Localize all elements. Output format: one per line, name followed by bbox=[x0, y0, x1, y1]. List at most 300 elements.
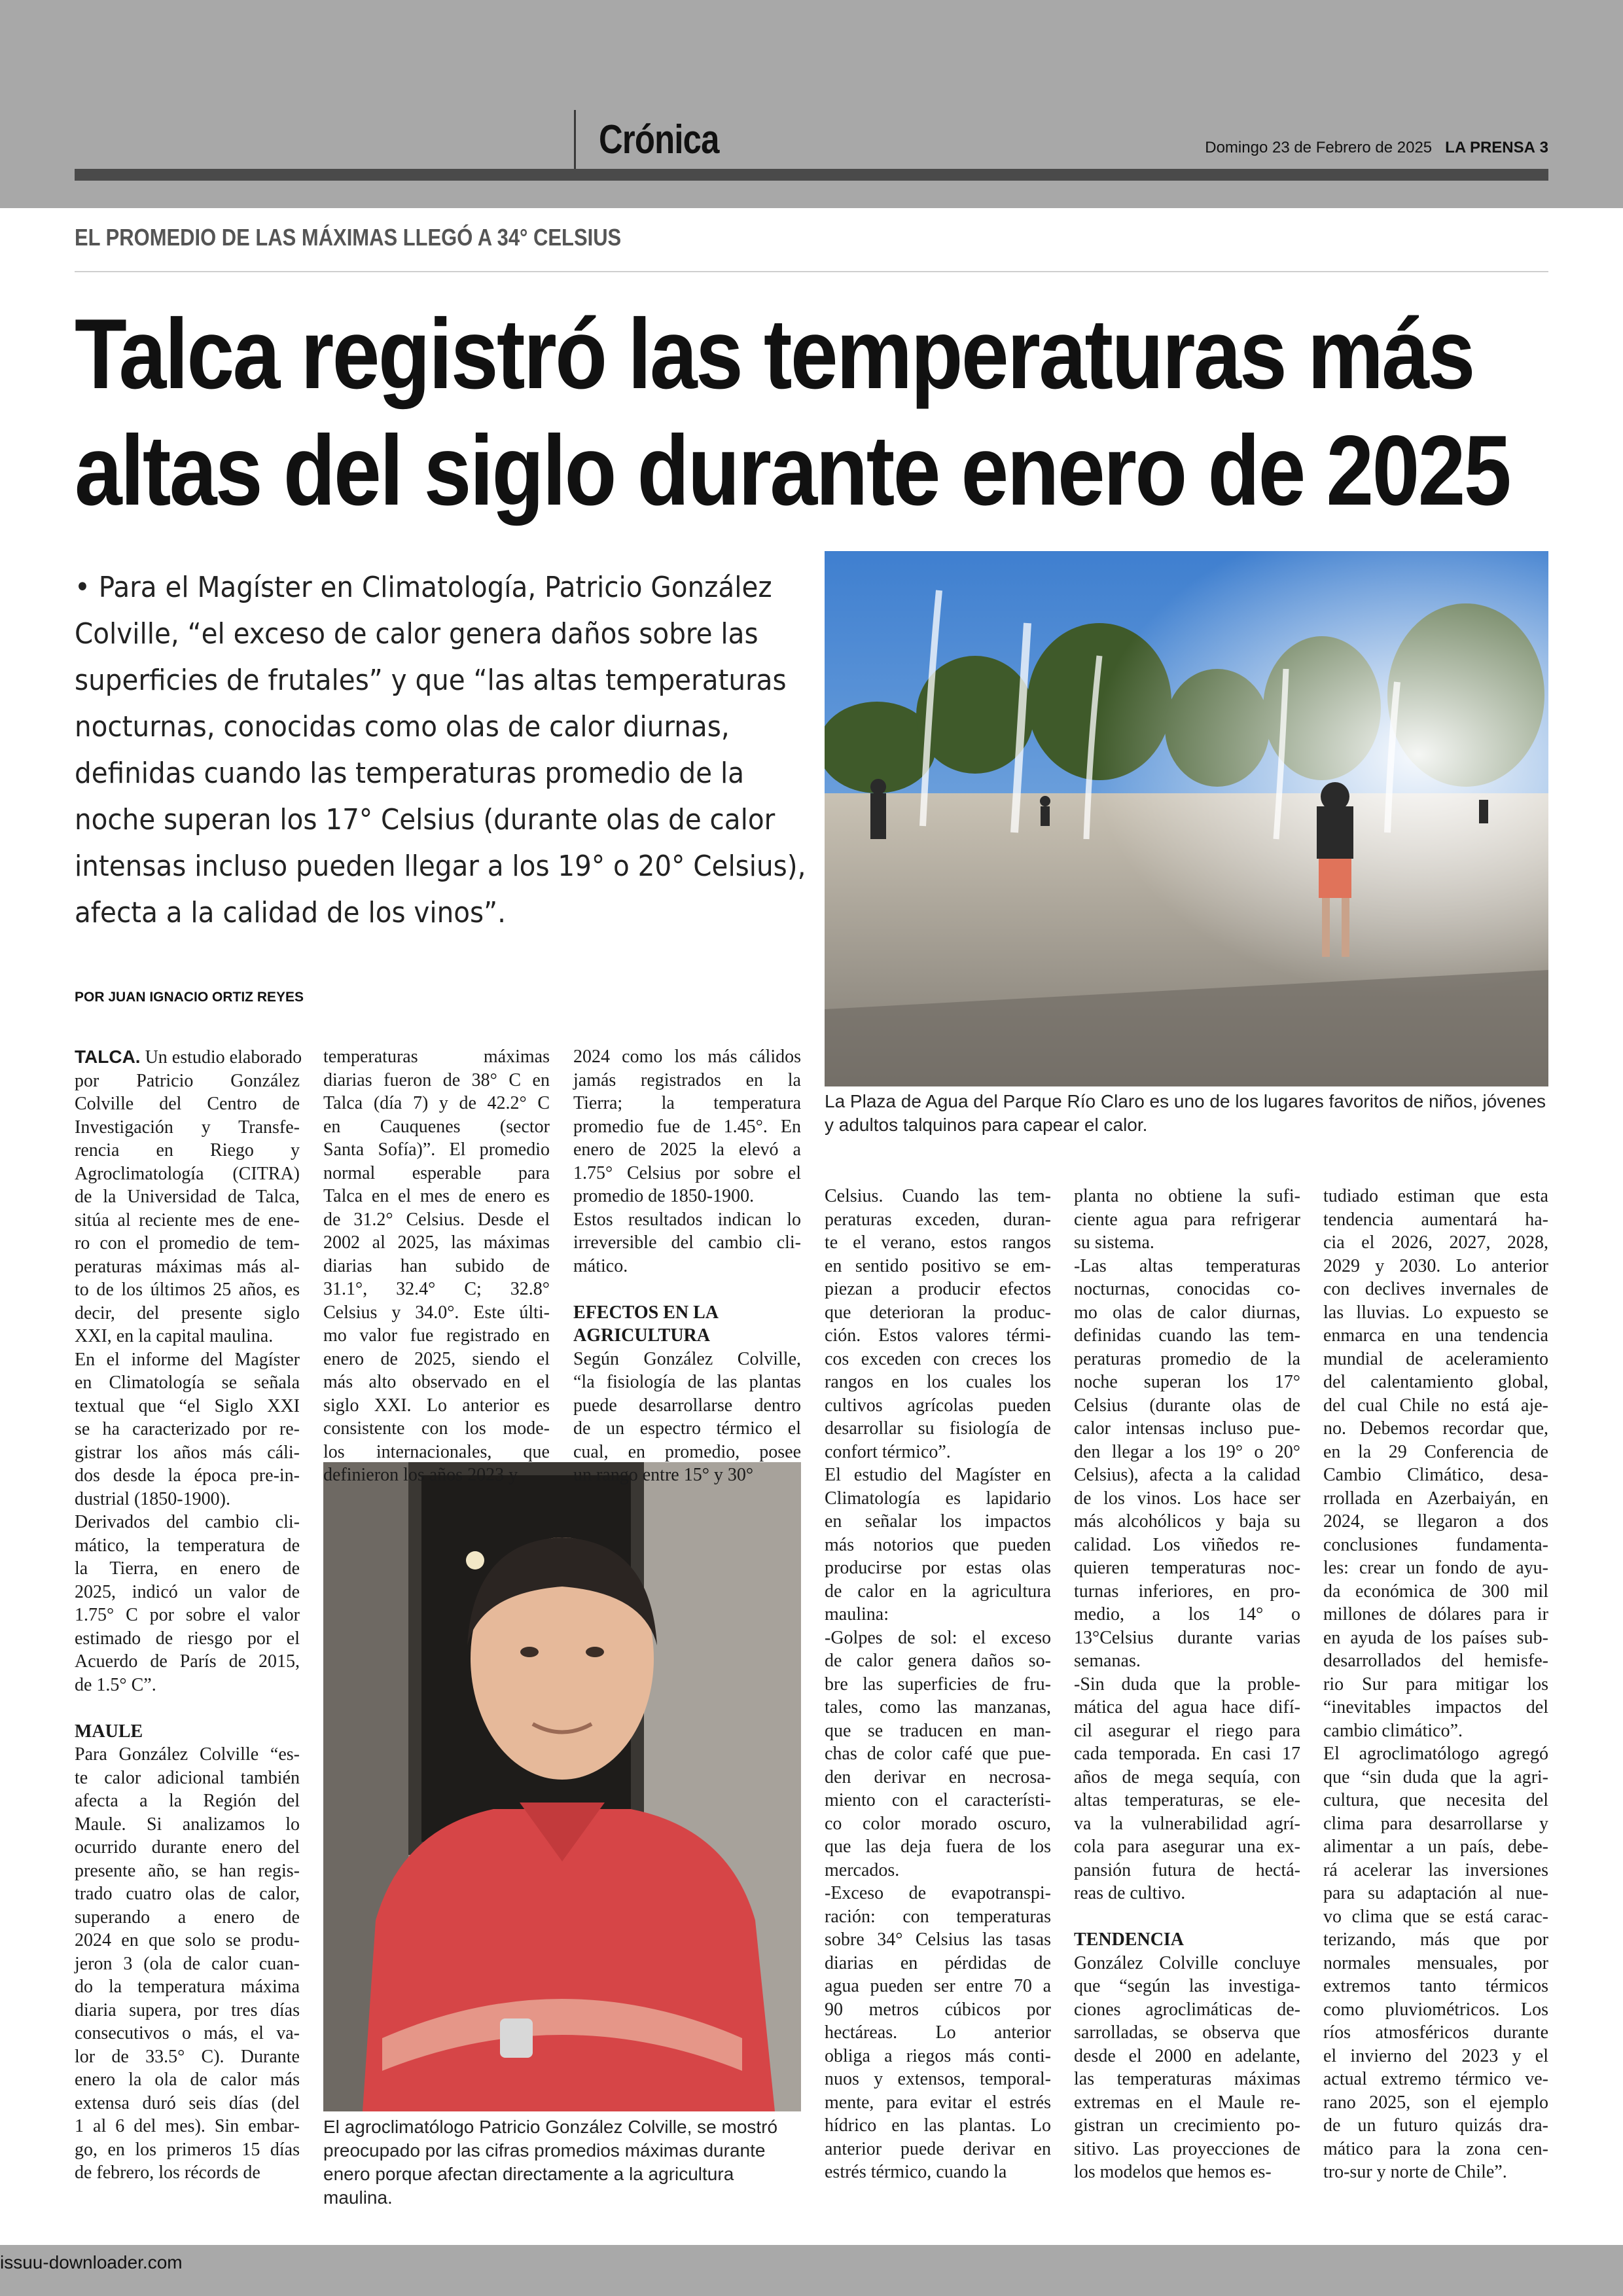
body-text: diarias fueron de 38° C en bbox=[323, 1069, 550, 1090]
body-text: ciente agua para refrigerar bbox=[1074, 1209, 1300, 1230]
body-text: cola para asegurar una ex- bbox=[1074, 1837, 1300, 1857]
body-text: superando a enero de bbox=[75, 1907, 300, 1928]
body-text: El estudio del Magíster en bbox=[825, 1465, 1051, 1485]
body-line bbox=[75, 2161, 300, 2185]
body-line bbox=[1323, 2068, 1548, 2091]
body-line bbox=[75, 2092, 300, 2115]
body-text: diarias en pérdidas de bbox=[825, 1952, 1051, 1973]
section-subhead bbox=[1074, 1928, 1300, 1952]
body-line bbox=[825, 1394, 1051, 1418]
header-info bbox=[1205, 139, 1548, 157]
body-text: obliga a riegos más conti- bbox=[825, 2045, 1051, 2066]
body-text: alimentar a un país, debe- bbox=[1323, 1837, 1548, 1857]
body-text: en Cauquenes (sector bbox=[323, 1116, 550, 1137]
body-text: de la Universidad de Talca, bbox=[75, 1187, 300, 1207]
body-text: trado cuatro olas de calor, bbox=[75, 1884, 300, 1904]
body-text: noche superan los 17° bbox=[1074, 1372, 1300, 1392]
body-line bbox=[825, 2138, 1051, 2161]
body-line bbox=[1074, 1952, 1300, 1975]
body-text: 13°Celsius durante varias bbox=[1074, 1627, 1300, 1648]
body-line bbox=[825, 1882, 1051, 1905]
body-text: gistrar los años más cáli- bbox=[75, 1442, 300, 1463]
body-text: en Climatología se señala bbox=[75, 1372, 300, 1393]
body-text: hectáreas. Lo anterior bbox=[825, 2022, 1051, 2043]
body-line bbox=[323, 1231, 550, 1255]
body-text: jeron 3 (ola de calor cuan- bbox=[75, 1953, 300, 1974]
body-line bbox=[1323, 1441, 1548, 1464]
body-line bbox=[75, 1511, 300, 1534]
body-text: producirse por estas olas bbox=[825, 1558, 1051, 1578]
body-line bbox=[573, 1092, 801, 1115]
lead-line: intensas incluso pueden llegar a los 19° o 20° Celsius), bbox=[75, 850, 806, 883]
body-text: den derivar en necrosa- bbox=[825, 1767, 1051, 1787]
body-line bbox=[1074, 1394, 1300, 1418]
body-text: mundial de aceleramiento bbox=[1323, 1348, 1548, 1369]
body-line bbox=[75, 1464, 300, 1488]
body-text: den llegar a los 19° o 20° bbox=[1074, 1441, 1300, 1462]
body-text: te calor adicional también bbox=[75, 1767, 300, 1788]
watermark-text: issuu-downloader.com bbox=[0, 2252, 183, 2272]
body-text: los internacionales, que bbox=[323, 1441, 550, 1462]
body-text: las temperaturas máximas bbox=[1074, 2069, 1300, 2089]
body-line bbox=[1074, 1441, 1300, 1464]
body-line bbox=[323, 1115, 550, 1139]
body-line bbox=[1323, 1789, 1548, 1812]
body-line bbox=[1323, 1882, 1548, 1905]
body-text: 2025, indicó un valor de bbox=[75, 1581, 300, 1602]
body-line bbox=[825, 1673, 1051, 1696]
body-line bbox=[1323, 1649, 1548, 1673]
body-text: de calor en la agricultura bbox=[825, 1581, 1051, 1602]
body-line bbox=[75, 1162, 300, 1186]
body-line bbox=[75, 1325, 300, 1348]
body-line bbox=[75, 1185, 300, 1209]
body-text: extremas en el Maule re- bbox=[1074, 2092, 1300, 2113]
body-text: que deterioran la produc- bbox=[825, 1302, 1051, 1323]
body-line bbox=[75, 1627, 300, 1651]
body-line bbox=[1074, 1231, 1300, 1255]
body-text: en señalar los impactos bbox=[825, 1511, 1051, 1532]
body-line bbox=[573, 1185, 801, 1208]
body-text: Celsius y 34.0°. Este últi- bbox=[323, 1302, 550, 1323]
body-text: puede desarrollarse dentro bbox=[573, 1395, 801, 1416]
body-line bbox=[825, 1510, 1051, 1534]
body-line bbox=[75, 2138, 300, 2162]
body-text: que se traducen en man- bbox=[825, 1720, 1051, 1741]
body-line bbox=[1074, 1742, 1300, 1766]
body-text: -Exceso de evapotranspi- bbox=[825, 1883, 1051, 1903]
body-text: sobre 34° Celsius las tasas bbox=[825, 1929, 1051, 1950]
body-line bbox=[825, 1812, 1051, 1836]
body-text: tales, como las manzanas, bbox=[825, 1697, 1051, 1717]
body-line bbox=[1323, 1510, 1548, 1534]
body-text: va la vulnerabilidad agrí- bbox=[1074, 1813, 1300, 1834]
body-text: normal esperable para bbox=[323, 1162, 550, 1183]
body-line bbox=[1074, 1766, 1300, 1789]
body-line bbox=[825, 1231, 1051, 1255]
header-rule bbox=[75, 169, 1548, 181]
body-text: reas de cultivo. bbox=[1074, 1883, 1186, 1903]
body-line bbox=[1323, 1835, 1548, 1859]
body-line bbox=[1074, 1998, 1300, 2022]
body-text: peraturas promedio de la bbox=[1074, 1348, 1300, 1369]
body-text: millones de dólares para ir bbox=[1323, 1604, 1548, 1624]
body-line bbox=[1323, 1534, 1548, 1557]
body-line bbox=[1074, 1975, 1300, 1998]
body-line bbox=[75, 1557, 300, 1581]
body-text: rá acelerar las inversiones bbox=[1323, 1859, 1548, 1880]
body-line bbox=[573, 1441, 801, 1464]
body-line bbox=[1323, 1603, 1548, 1626]
body-text: textual que “el Siglo XXI bbox=[75, 1395, 300, 1416]
body-text: pansión futura de hectá- bbox=[1074, 1859, 1300, 1880]
body-line bbox=[573, 1045, 801, 1069]
body-line bbox=[825, 2161, 1051, 2184]
body-text: años de mega sequía, con bbox=[1074, 1767, 1300, 1787]
body-text: de calor genera daños so- bbox=[825, 1651, 1051, 1671]
body-line bbox=[573, 1069, 801, 1092]
body-text: rangos en los cuales los bbox=[825, 1372, 1051, 1392]
body-line bbox=[1074, 1696, 1300, 1719]
body-line bbox=[1323, 1952, 1548, 1975]
body-text: sitúa al reciente mes de ene- bbox=[75, 1210, 300, 1230]
body-line bbox=[75, 1743, 300, 1767]
body-line bbox=[75, 1906, 300, 1929]
body-text: para su adaptación al nue- bbox=[1323, 1883, 1548, 1903]
body-text: cada temporada. En casi 17 bbox=[1074, 1744, 1300, 1764]
body-text: planta no obtiene la sufi- bbox=[1074, 1186, 1300, 1206]
body-line bbox=[75, 1045, 300, 1069]
body-text: agua pueden ser entre 70 a bbox=[825, 1976, 1051, 1996]
body-line bbox=[1323, 1208, 1548, 1232]
body-text: en ayuda de los países sub- bbox=[1323, 1627, 1548, 1648]
body-text: se ha caracterizado por re- bbox=[75, 1419, 300, 1439]
body-line bbox=[1323, 1719, 1548, 1743]
body-line bbox=[323, 1045, 550, 1069]
body-text: Maule. Si analizamos lo bbox=[75, 1814, 300, 1835]
body-text: Colville del Centro de bbox=[75, 1094, 300, 1114]
body-line bbox=[1323, 1231, 1548, 1255]
body-line bbox=[323, 1417, 550, 1441]
body-text: 31.1°, 32.4° C; 32.8° bbox=[323, 1279, 550, 1299]
body-text: diarias han subido de bbox=[323, 1255, 550, 1276]
body-line bbox=[825, 1580, 1051, 1604]
dateline: TALCA. bbox=[75, 1047, 141, 1067]
body-line bbox=[825, 2091, 1051, 2115]
body-text: consistente con los mode- bbox=[323, 1418, 550, 1439]
body-line bbox=[1323, 1394, 1548, 1418]
body-line bbox=[573, 1371, 801, 1394]
body-text: do la temperatura máxima bbox=[75, 1977, 300, 1997]
body-text: mática del agua hace difí- bbox=[1074, 1697, 1300, 1717]
body-line bbox=[323, 1138, 550, 1162]
lead-line: definidas cuando las temperaturas promedio de la bbox=[75, 757, 745, 790]
body-text: MAULE bbox=[75, 1721, 143, 1742]
body-line bbox=[75, 1813, 300, 1837]
body-line bbox=[75, 1441, 300, 1465]
body-line bbox=[75, 1975, 300, 1999]
body-line bbox=[75, 1929, 300, 1952]
body-line bbox=[323, 1255, 550, 1278]
body-text: que las deja fuera de los bbox=[825, 1837, 1051, 1857]
body-line bbox=[825, 1905, 1051, 1929]
lead-line: nocturnas, conocidas como olas de calor diurnas, bbox=[75, 710, 730, 744]
body-text: temperaturas máximas bbox=[323, 1047, 550, 1067]
body-text: no. Debemos recordar que, bbox=[1323, 1418, 1548, 1439]
body-line bbox=[75, 1488, 300, 1511]
body-line bbox=[1323, 1255, 1548, 1278]
section-subhead bbox=[573, 1301, 801, 1325]
paragraph-gap bbox=[573, 1278, 801, 1301]
body-text: desde el 2000 en adelante, bbox=[1074, 2045, 1300, 2066]
portrait-photo-caption: El agroclimatólogo Patricio González Colville, se mostró preocupado por las cifras promedios máximas durante enero porque afectan directamente a la agricultura maulina. bbox=[323, 2117, 778, 2208]
body-text: ración: con temperaturas bbox=[825, 1906, 1051, 1927]
body-line bbox=[1323, 2138, 1548, 2161]
plaza-photo-caption: La Plaza de Agua del Parque Río Claro es uno de los lugares favoritos de niños, jóvenes y adultos talquinos para capear el calor. bbox=[825, 1091, 1546, 1135]
body-line bbox=[825, 1441, 1051, 1464]
body-line bbox=[573, 1463, 801, 1487]
body-line bbox=[1074, 1348, 1300, 1371]
body-text: “la fisiología de las plantas bbox=[573, 1372, 801, 1392]
body-text: ro con el promedio de tem- bbox=[75, 1233, 300, 1253]
body-text: definieron los años 2023 y bbox=[323, 1465, 518, 1485]
body-text: medio, a los 14° o bbox=[1074, 1604, 1300, 1624]
body-text: que “según las investiga- bbox=[1074, 1976, 1300, 1996]
body-text: mo olas de calor diurnas, bbox=[1074, 1302, 1300, 1323]
body-text: -Las altas temperaturas bbox=[1074, 1255, 1300, 1276]
body-text: en sentido positivo se em- bbox=[825, 1255, 1051, 1276]
body-text: ríos atmosféricos durante bbox=[1323, 2022, 1548, 2043]
body-line bbox=[573, 1138, 801, 1162]
lead-line: noche superan los 17° Celsius (durante olas de calor bbox=[75, 803, 776, 836]
body-line bbox=[1074, 1812, 1300, 1836]
body-line bbox=[75, 1395, 300, 1418]
body-line bbox=[75, 1116, 300, 1139]
body-line bbox=[825, 1278, 1051, 1301]
body-line bbox=[75, 1069, 300, 1093]
body-line bbox=[1074, 1719, 1300, 1743]
body-text: rencia en Riego y bbox=[75, 1140, 300, 1160]
page-number: 3 bbox=[1539, 139, 1548, 156]
body-text: peraturas exceden, duran- bbox=[825, 1209, 1051, 1230]
body-text: un rango entre 15° y 30° bbox=[573, 1465, 754, 1485]
body-text: miento con el característi- bbox=[825, 1790, 1051, 1810]
body-line bbox=[323, 1441, 550, 1464]
body-line bbox=[1323, 1348, 1548, 1371]
body-line bbox=[1074, 2161, 1300, 2184]
body-line bbox=[825, 1463, 1051, 1487]
body-line bbox=[75, 1209, 300, 1232]
body-text: extensa duró seis días (del bbox=[75, 2092, 300, 2113]
body-text: ocurrido durante enero del bbox=[75, 1837, 300, 1857]
body-text: presente año, se han regis- bbox=[75, 1860, 300, 1881]
body-text: ciones agroclimáticas de- bbox=[1074, 1999, 1300, 2020]
body-line bbox=[323, 1301, 550, 1325]
body-text: de un futuro quizás dra- bbox=[1323, 2115, 1548, 2136]
body-text: nuos y extensos, temporal- bbox=[825, 2069, 1051, 2089]
body-text: cambio climático”. bbox=[1323, 1720, 1463, 1741]
body-text: de un espectro térmico el bbox=[573, 1418, 801, 1439]
body-text: de febrero, los récords de bbox=[75, 2162, 260, 2183]
body-line bbox=[1074, 1463, 1300, 1487]
body-line bbox=[825, 1952, 1051, 1975]
body-text: co color morado oscuro, bbox=[825, 1813, 1051, 1834]
body-line bbox=[1323, 1487, 1548, 1511]
body-text: XXI, en la capital maulina. bbox=[75, 1326, 274, 1346]
body-text: desarrollar su fisiología de bbox=[825, 1418, 1051, 1439]
body-line bbox=[825, 1255, 1051, 1278]
body-line bbox=[825, 1487, 1051, 1511]
body-line bbox=[1074, 1649, 1300, 1673]
body-line bbox=[1074, 1556, 1300, 1580]
body-text: cultivos agrícolas pueden bbox=[825, 1395, 1051, 1416]
body-line bbox=[825, 1603, 1051, 1626]
body-text: desarrollados del hemisfe- bbox=[1323, 1651, 1548, 1671]
body-line bbox=[1074, 2114, 1300, 2138]
body-text: vo clima que se está carac- bbox=[1323, 1906, 1548, 1927]
body-text: mercados. bbox=[825, 1859, 900, 1880]
body-line bbox=[1074, 1859, 1300, 1882]
body-line bbox=[1074, 1417, 1300, 1441]
body-text: da económica de 300 mil bbox=[1323, 1581, 1548, 1602]
body-line bbox=[825, 2068, 1051, 2091]
body-line bbox=[1323, 1998, 1548, 2022]
page-footer bbox=[0, 2245, 1623, 2296]
body-line bbox=[75, 1418, 300, 1441]
body-line bbox=[323, 1463, 550, 1487]
body-text: Celsius), afecta a la calidad bbox=[1074, 1465, 1300, 1485]
body-text: terizando, más que por bbox=[1323, 1929, 1548, 1950]
body-line bbox=[1323, 1905, 1548, 1929]
body-text: cos exceden con creces los bbox=[825, 1348, 1051, 1369]
body-line bbox=[323, 1162, 550, 1185]
body-text: la Tierra, en enero de bbox=[75, 1558, 300, 1579]
body-text: hídrico en las plantas. Lo bbox=[825, 2115, 1051, 2136]
body-line bbox=[1074, 1580, 1300, 1604]
body-text: definidas cuando las tem- bbox=[1074, 1325, 1300, 1346]
byline: POR JUAN IGNACIO ORTIZ REYES bbox=[75, 990, 304, 1005]
header-divider bbox=[574, 110, 576, 170]
body-text: del calentamiento global, bbox=[1323, 1372, 1548, 1392]
body-text: Estos resultados indican lo bbox=[573, 1209, 801, 1230]
body-text: turnas inferiores, en pro- bbox=[1074, 1581, 1300, 1602]
body-text: Para González Colville “es- bbox=[75, 1744, 300, 1765]
body-line bbox=[825, 1208, 1051, 1232]
body-line bbox=[573, 1255, 801, 1278]
body-text: cual, en promedio, posee bbox=[573, 1441, 801, 1462]
body-line bbox=[1323, 1371, 1548, 1394]
body-line bbox=[1074, 1534, 1300, 1557]
body-text: Talca en el mes de enero es bbox=[323, 1186, 550, 1206]
body-text: afecta a la Región del bbox=[75, 1791, 300, 1811]
body-line bbox=[1074, 2091, 1300, 2115]
body-line bbox=[75, 1092, 300, 1116]
body-column-6 bbox=[1323, 1185, 1548, 2184]
body-text: como pluviométricos. Los bbox=[1323, 1999, 1548, 2020]
lead-paragraph bbox=[75, 564, 806, 936]
body-line bbox=[75, 1581, 300, 1604]
body-text: el invierno del 2023 y el bbox=[1323, 2045, 1548, 2066]
body-text: 2029 y 2030. Lo anterior bbox=[1323, 1255, 1548, 1276]
body-text: lor de 33.5° C). Durante bbox=[75, 2046, 300, 2067]
body-line bbox=[825, 2045, 1051, 2068]
body-text: “inevitables impactos del bbox=[1323, 1697, 1548, 1717]
body-text: rio Sur para mitigar los bbox=[1323, 1674, 1548, 1695]
body-text: El agroclimatólogo agregó bbox=[1323, 1744, 1548, 1764]
body-line bbox=[75, 1139, 300, 1162]
newspaper-name: LA PRENSA bbox=[1445, 139, 1535, 156]
body-line bbox=[323, 1394, 550, 1418]
body-line bbox=[573, 1208, 801, 1232]
body-line bbox=[75, 2022, 300, 2045]
body-text: actual extremo térmico ve- bbox=[1323, 2069, 1548, 2089]
body-line bbox=[1323, 1766, 1548, 1789]
body-line bbox=[1074, 1278, 1300, 1301]
body-line bbox=[75, 1882, 300, 1906]
body-text: -Golpes de sol: el exceso bbox=[825, 1627, 1051, 1648]
body-line bbox=[825, 1719, 1051, 1743]
body-line bbox=[1074, 1603, 1300, 1626]
body-line bbox=[1323, 1278, 1548, 1301]
body-text: Celsius. Cuando las tem- bbox=[825, 1186, 1051, 1206]
body-text: enmarca en una tendencia bbox=[1323, 1325, 1548, 1346]
body-text: semanas. bbox=[1074, 1651, 1141, 1671]
body-line bbox=[75, 1789, 300, 1813]
body-text: su sistema. bbox=[1074, 1232, 1154, 1253]
body-line bbox=[75, 1999, 300, 2022]
body-line bbox=[1074, 1208, 1300, 1232]
body-line bbox=[825, 1696, 1051, 1719]
body-text: tendencia aumentará ha- bbox=[1323, 1209, 1548, 1230]
body-line bbox=[825, 2021, 1051, 2045]
section-subhead bbox=[573, 1324, 801, 1348]
body-line bbox=[825, 1766, 1051, 1789]
body-text: González Colville concluye bbox=[1074, 1952, 1300, 1973]
body-text: 2002 al 2025, las máximas bbox=[323, 1232, 550, 1253]
body-line bbox=[75, 1650, 300, 1674]
body-line bbox=[1323, 1417, 1548, 1441]
body-text: te el verano, estos rangos bbox=[825, 1232, 1051, 1253]
body-text: 1.75° Celsius por sobre el bbox=[573, 1162, 801, 1183]
body-text: mático, la temperatura de bbox=[75, 1535, 300, 1556]
body-column-2 bbox=[323, 1045, 550, 1487]
body-line bbox=[1323, 2114, 1548, 2138]
body-text: nocturnas, conocidas co- bbox=[1074, 1279, 1300, 1299]
body-text: estimado de riesgo por el bbox=[75, 1628, 300, 1649]
body-line bbox=[1323, 1580, 1548, 1604]
body-line bbox=[1323, 2161, 1548, 2184]
body-text: de 31.2° Celsius. Desde el bbox=[323, 1209, 550, 1230]
body-line bbox=[1074, 1255, 1300, 1278]
body-text: altas temperaturas, se ele- bbox=[1074, 1790, 1300, 1810]
headline-line: Talca registró las temperaturas más bbox=[75, 298, 1474, 410]
body-text: más notorios que pueden bbox=[825, 1534, 1051, 1555]
body-line bbox=[825, 1324, 1051, 1348]
body-text: En el informe del Magíster bbox=[75, 1349, 300, 1370]
body-line bbox=[75, 2115, 300, 2138]
body-text: por Patricio González bbox=[75, 1070, 300, 1091]
body-text: enero de 2025 la elevó a bbox=[573, 1139, 801, 1160]
body-text: 2024 como los más cálidos bbox=[573, 1047, 801, 1067]
body-text: 2024 en que solo se produ- bbox=[75, 1930, 300, 1950]
plaza-photo bbox=[825, 551, 1548, 1086]
body-line bbox=[1074, 2045, 1300, 2068]
body-text: tro-sur y norte de Chile”. bbox=[1323, 2162, 1507, 2182]
body-line bbox=[1074, 1324, 1300, 1348]
body-column-3 bbox=[573, 1045, 801, 1487]
body-text: 90 metros cúbicos por bbox=[825, 1999, 1051, 2020]
body-text: sarrolladas, se observa que bbox=[1074, 2022, 1300, 2043]
